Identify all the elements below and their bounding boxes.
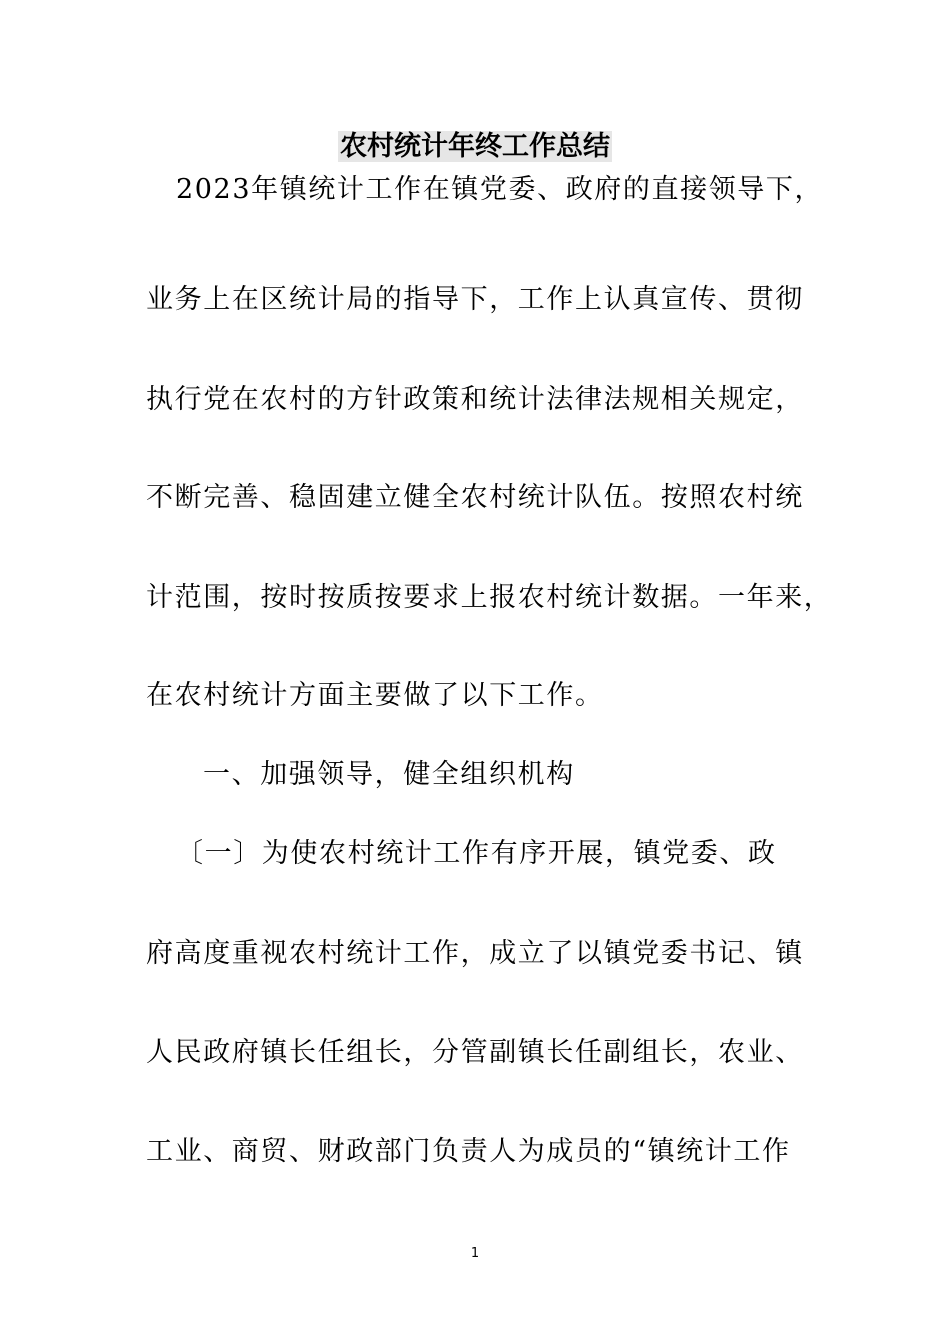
paragraph-line: 2023年镇统计工作在镇党委、政府的直接领导下， — [176, 174, 824, 205]
document-title-text: 农村统计年终工作总结 — [340, 131, 610, 162]
paragraph-line: 〔一〕为使农村统计工作有序开展，镇党委、政 — [176, 838, 777, 869]
paragraph-line: 府高度重视农村统计工作，成立了以镇党委书记、镇 — [146, 938, 804, 969]
section-heading: 一、加强领导，健全组织机构 — [203, 759, 575, 790]
paragraph-line: 不断完善、稳固建立健全农村统计队伍。按照农村统 — [146, 482, 804, 513]
paragraph-line: 业务上在区统计局的指导下，工作上认真宣传、贯彻 — [146, 284, 804, 315]
paragraph-line: 在农村统计方面主要做了以下工作。 — [146, 680, 604, 711]
paragraph-line: 执行党在农村的方针政策和统计法律法规相关规定， — [146, 384, 804, 415]
paragraph-line: 工业、商贸、财政部门负责人为成员的“镇统计工作 — [146, 1136, 791, 1167]
document-title — [0, 127, 950, 167]
paragraph-line: 计范围，按时按质按要求上报农村统计数据。一年来， — [146, 582, 833, 613]
paragraph-line: 人民政府镇长任组长，分管副镇长任副组长，农业、 — [146, 1037, 804, 1068]
page-number: 1 — [470, 1246, 480, 1261]
